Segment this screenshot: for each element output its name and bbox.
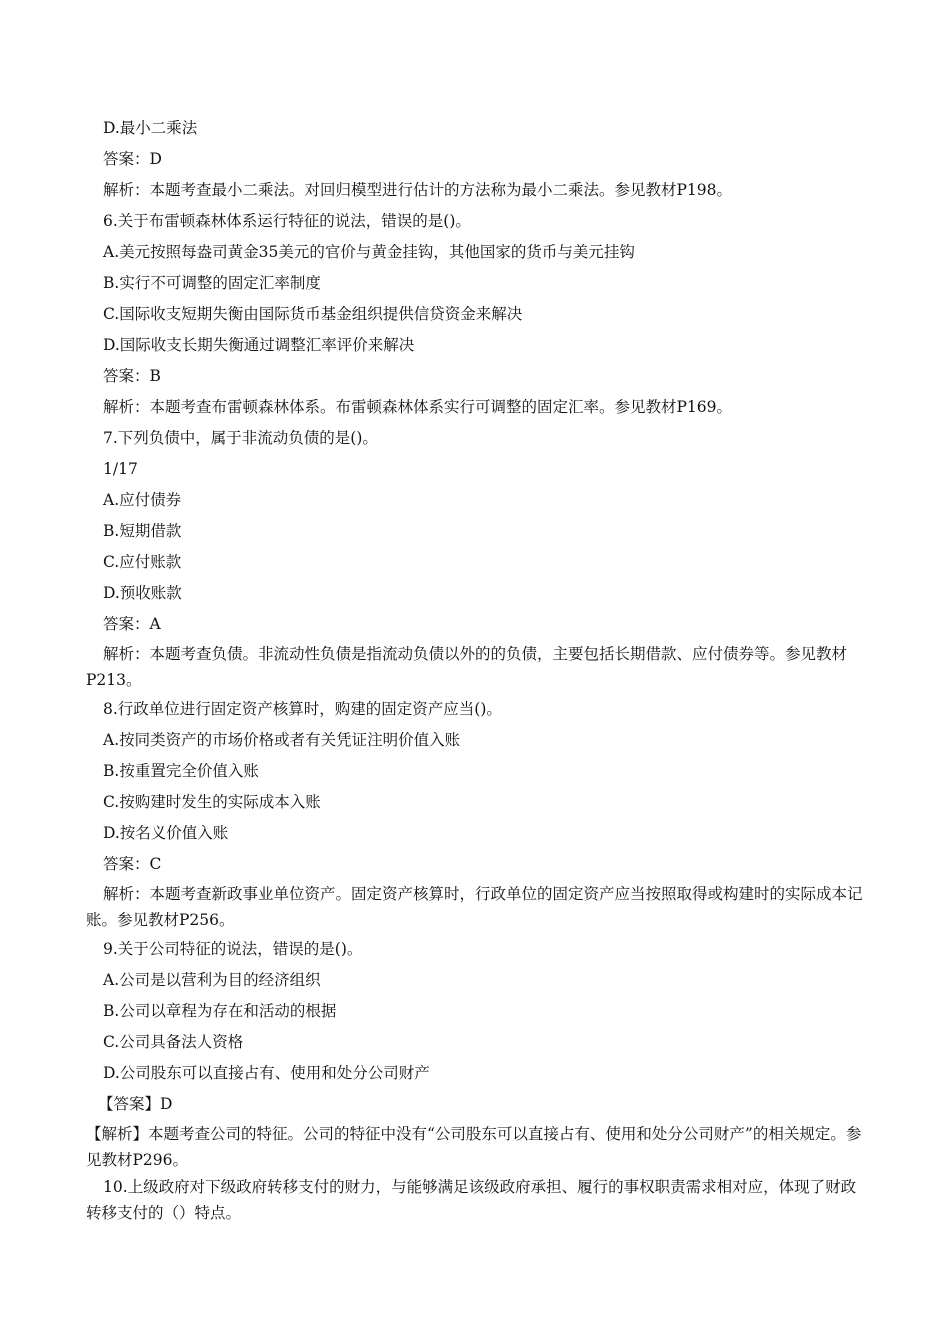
explanation-q9: 【解析】本题考查公司的特征。公司的特征中没有“公司股东可以直接占有、使用和处分公司财产”的相关规定。参见教材P296。 — [86, 1125, 862, 1169]
explanation-q7: 解析：本题考查负债。非流动性负债是指流动负债以外的的负债，主要包括长期借款、应付债券等。参见教材P213。 — [86, 645, 848, 689]
answer-q6: 答案：B — [103, 367, 161, 385]
option-b-q6: B.实行不可调整的固定汇率制度 — [103, 274, 321, 292]
option-d-q5: D.最小二乘法 — [103, 119, 198, 137]
option-d-q8: D.按名义价值入账 — [103, 824, 229, 842]
question-9: 9.关于公司特征的说法，错误的是()。 — [103, 940, 363, 958]
option-a-q9: A.公司是以营利为目的经济组织 — [103, 971, 321, 989]
page-number: 1/17 — [103, 460, 138, 478]
option-c-q6: C.国际收支短期失衡由国际货币基金组织提供信贷资金来解决 — [103, 305, 523, 323]
answer-q9: 【答案】D — [98, 1095, 173, 1113]
answer-q5: 答案：D — [103, 150, 162, 168]
option-d-q6: D.国际收支长期失衡通过调整汇率评价来解决 — [103, 336, 415, 354]
option-c-q8: C.按购建时发生的实际成本入账 — [103, 793, 321, 811]
option-a-q6: A.美元按照每盎司黄金35美元的官价与黄金挂钩，其他国家的货币与美元挂钩 — [103, 243, 635, 261]
question-7: 7.下列负债中，属于非流动负债的是()。 — [103, 429, 378, 447]
option-a-q7: A.应付债券 — [103, 491, 182, 509]
answer-q8: 答案：C — [103, 855, 162, 873]
answer-q7: 答案：A — [103, 615, 161, 633]
question-6: 6.关于布雷顿森林体系运行特征的说法，错误的是()。 — [103, 212, 471, 230]
option-a-q8: A.按同类资产的市场价格或者有关凭证注明价值入账 — [103, 731, 461, 749]
question-10: 10.上级政府对下级政府转移支付的财力，与能够满足该级政府承担、履行的事权职责需求相对应，体现了财政转移支付的（）特点。 — [86, 1178, 857, 1222]
option-b-q9: B.公司以章程为存在和活动的根据 — [103, 1002, 337, 1020]
explanation-q8: 解析：本题考查新政事业单位资产。固定资产核算时，行政单位的固定资产应当按照取得或构建时的实际成本记账。参见教材P256。 — [86, 885, 863, 929]
option-c-q9: C.公司具备法人资格 — [103, 1033, 244, 1051]
explanation-q6: 解析：本题考查布雷顿森林体系。布雷顿森林体系实行可调整的固定汇率。参见教材P169。 — [103, 398, 733, 416]
question-8: 8.行政单位进行固定资产核算时，购建的固定资产应当()。 — [103, 700, 502, 718]
option-d-q9: D.公司股东可以直接占有、使用和处分公司财产 — [103, 1064, 430, 1082]
option-b-q8: B.按重置完全价值入账 — [103, 762, 259, 780]
option-b-q7: B.短期借款 — [103, 522, 182, 540]
option-d-q7: D.预收账款 — [103, 584, 182, 602]
option-c-q7: C.应付账款 — [103, 553, 182, 571]
explanation-q5: 解析：本题考查最小二乘法。对回归模型进行估计的方法称为最小二乘法。参见教材P198。 — [103, 181, 733, 199]
